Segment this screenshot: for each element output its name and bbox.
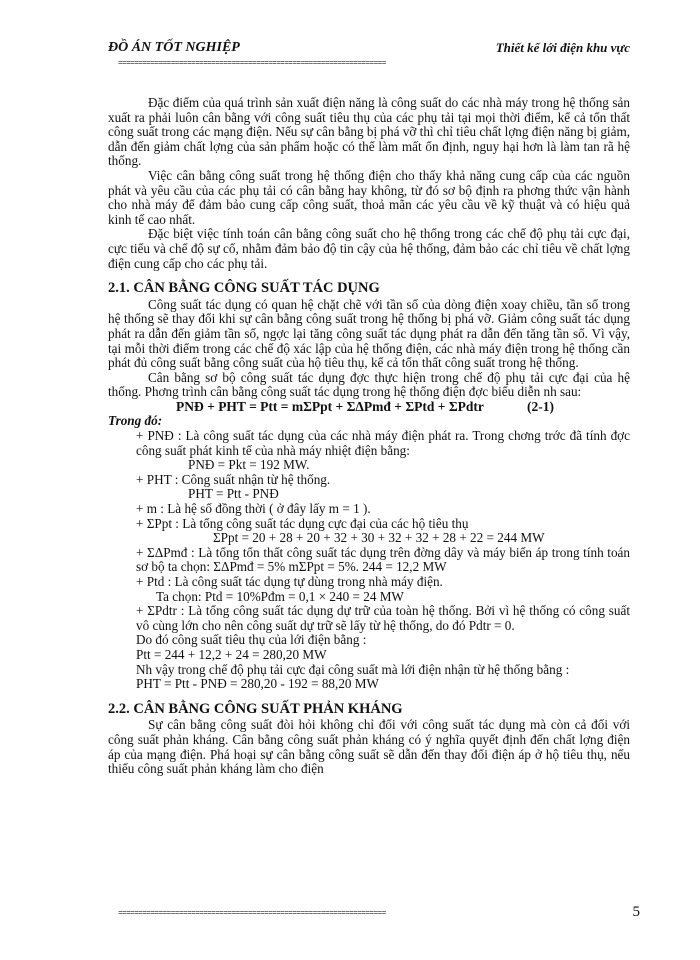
item-ppt-eq: ΣPpt = 20 + 28 + 20 + 32 + 30 + 32 + 32 + 28 + 22 = 244 MW xyxy=(213,530,545,546)
footer-rule: ================================================================== xyxy=(118,910,386,918)
item-pht: + PHT : Công suất nhận từ hệ thống. xyxy=(136,471,331,487)
item-ppt: + ΣPpt : Là tổng công suất tác dụng cực đại của các hộ tiêu thụ xyxy=(136,515,469,531)
header-rule: ================================================================== xyxy=(118,60,386,68)
item-ptd-eq: Ta chọn: Ptd = 10%Pđm = 0,1 × 240 = 24 MW xyxy=(156,588,404,604)
item-loss: + ΣΔPmđ : Là tổng tổn thất công suất tác dụng trên đờng dây và máy biến áp trong tính toán sơ bộ ta chọn: ΣΔPmđ = 5% mΣPpt = 5%. 244 = 12,2 MW xyxy=(136,544,630,575)
consumption-intro: Do đó công suất tiêu thụ của lới điện bằng : xyxy=(136,632,367,648)
trong-do-label: Trong đó: xyxy=(108,413,163,429)
item-pnd: + PNĐ : Là công suất tác dụng của các nhà máy điện phát ra. Trong chơng trớc đã tính đợc công suất phát kinh tế của nhà máy nhiệt điện bằng: xyxy=(136,428,630,458)
section-2-2-paragraph-1: Sự cân bằng công suất đòi hỏi không chỉ đối với công suất tác dụng mà còn cả đối với công suất phản kháng. Cân bằng công suất phản kháng có ý nghĩa quyết định đến chất lợng điện áp của mạng điện. Phá hoại sự cân bằng công suất sẽ dẫn đến thay đổi điện áp ở hộ tiêu thụ, nếu thiếu công suất phản kháng làm cho điện xyxy=(108,717,630,777)
equation-number: (2-1) xyxy=(527,398,555,414)
equation-text: PNĐ + PHT = Ptt = mΣPpt + ΣΔPmđ + ΣPtd + ΣPdtr xyxy=(176,398,484,414)
header-right-title: Thiết kế lới điện khu vực xyxy=(495,40,630,55)
intro-paragraph-2: Việc cân bằng công suất trong hệ thống điện cho thấy khả năng cung cấp của các nguồn phát và yêu cầu của các phụ tải có cân bằng hay không, từ đó sơ bộ định ra phơng thức vận hành cho nhà máy để đảm bảo cung cấp công suất, thoả mãn các yêu cầu về kỹ thuật và có hiệu quả kinh tế cao nhất. xyxy=(108,167,630,227)
consumption-eq: Ptt = 244 + 12,2 + 24 = 280,20 MW xyxy=(136,646,327,662)
item-pnd-eq: PNĐ = Pkt = 192 MW. xyxy=(188,457,310,473)
section-2-1-title: 2.1. CÂN BẰNG CÔNG SUẤT TÁC DỤNG xyxy=(108,280,380,297)
intro-paragraph-3: Đặc biệt việc tính toán cân bằng công suất cho hệ thống trong các chế độ phụ tải cực đại, cực tiểu và chế độ sự cố, nhằm đảm bảo độ tin cậy của hệ thống, đảm bảo các chỉ tiêu về chất lợng điện cung cấp cho các phụ tải. xyxy=(108,226,630,271)
balance-equation xyxy=(108,400,630,415)
header-left-title: ĐỒ ÁN TỐT NGHIỆP xyxy=(108,40,240,55)
item-pht-eq: PHT = Ptt - PNĐ xyxy=(188,486,279,502)
intro-paragraph-1: Đặc điểm của quá trình sản xuất điện năng là công suất do các nhà máy trong hệ thống sản xuất ra phải luôn cân bằng với công suất tiêu thụ của các phụ tải tại mọi thời điểm, kể cả tổn thất công suất trong các mạng điện. Nếu sự cân bằng bị phá vỡ thì chỉ tiêu chất lợng điện năng bị giảm, dẫn đến giảm chất lợng của sản phẩm hoặc có thể làm mất ổn định, nguy hại hơn là làm tan rã hệ thống. xyxy=(108,95,630,169)
section-2-2-title: 2.2. CÂN BẰNG CÔNG SUẤT PHẢN KHÁNG xyxy=(108,700,403,717)
section-2-1-paragraph-2: Cân bằng sơ bộ công suất tác dụng đợc thực hiện trong chế độ phụ tải cực đại của hệ thống. Phơng trình cân bằng công suất tác dụng trong hệ thống điện đợc biểu diễn nh sau: xyxy=(108,369,630,400)
item-ptd: + Ptd : Là công suất tác dụng tự dùng trong nhà máy điện. xyxy=(136,574,443,589)
document-body xyxy=(108,96,630,777)
page-number: 5 xyxy=(632,904,640,920)
item-pdtr: + ΣPdtr : Là tổng công suất tác dụng dự trữ của toàn hệ thống. Bởi vì hệ thống có công suất vô cùng lớn cho nên công suất dự trữ sẽ lấy từ hệ thống, do đó Pdtr = 0. xyxy=(136,603,630,633)
page-header xyxy=(108,40,630,62)
system-eq: PHT = Ptt - PNĐ = 280,20 - 192 = 88,20 MW xyxy=(136,676,379,692)
item-m: + m : Là hệ số đồng thời ( ở đây lấy m = 1 ). xyxy=(136,501,371,517)
system-intro: Nh vậy trong chế độ phụ tải cực đại công suất mà lới điện nhận từ hệ thống bằng : xyxy=(136,661,570,677)
section-2-1-paragraph-1: Công suất tác dụng có quan hệ chặt chẽ với tần số của dòng điện xoay chiều, tần số trong hệ thống sẽ thay đổi khi sự cân bằng công suất trong hệ thống bị phá vỡ. Giảm công suất tác dụng phát ra dẫn đến giảm tần số, ngợc lại tăng công suất tác dụng phát ra dẫn đến tăng tần số. Vì vậy, tại mỗi thời điểm trong các chế độ xác lập của hệ thống điện, các nhà máy điện trong hệ thống cần phát đủ công suất bằng công suất của hộ tiêu thụ, kể cả tổn thất công suất trong hệ thống. xyxy=(108,296,630,371)
